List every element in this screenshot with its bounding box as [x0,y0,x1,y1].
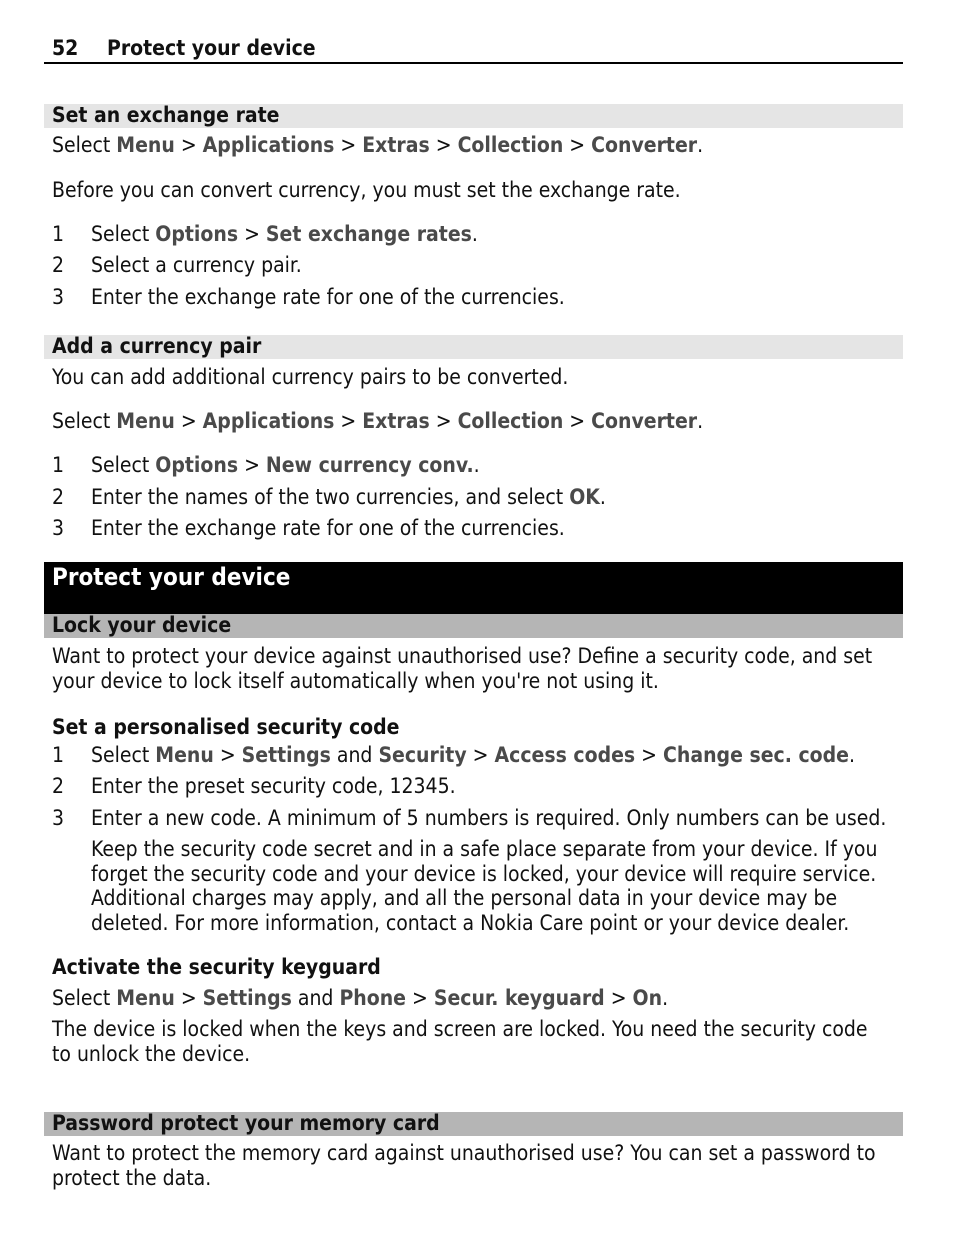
path-end: . [697,133,704,157]
path-sep: > [429,133,458,157]
path-converter: Converter [591,133,698,157]
path-sep: > [604,986,633,1010]
path-end: . [697,409,704,433]
path-security: Security [378,743,467,767]
step-select-change-code [91,742,855,768]
option-set-exchange-rates: Set exchange rates [265,222,472,246]
menu-path-keyguard [52,985,668,1011]
security-note-line: deleted. For more information, contact a Nokia Care point or your device dealer. [91,911,850,935]
path-access-codes: Access codes [494,743,636,767]
step-number: 1 [52,743,65,767]
path-extras: Extras [362,133,430,157]
security-note-line: Additional charges may apply, and all the personal data in your device may be [91,886,838,910]
path-sep: > [429,409,458,433]
menu-path-converter [52,408,703,434]
path-sep: > [213,743,242,767]
path-sep: > [563,133,592,157]
path-sep: > [334,133,363,157]
path-settings: Settings [241,743,331,767]
section-title: Protect your device [52,563,291,591]
running-header-title: Protect your device [107,36,316,60]
page-number: 52 [52,36,79,60]
step-enter-rate: Enter the exchange rate for one of the currencies. [91,285,565,309]
step-select-pair: Select a currency pair. [91,253,302,277]
path-applications: Applications [202,133,335,157]
path-sep: > [406,986,434,1010]
path-sep: > [174,986,203,1010]
option-new-currency-conv: New currency conv. [265,453,474,477]
exchange-rate-intro: Before you can convert currency, you must set the exchange rate. [52,178,681,202]
path-collection: Collection [457,133,564,157]
heading-memory-card: Password protect your memory card [52,1111,440,1135]
lock-intro-line: Want to protect your device against unauthorised use? Define a security code, and set [52,644,873,668]
step-text: Select [91,743,156,767]
locked-info-line: The device is locked when the keys and screen are locked. You need the security code [52,1017,868,1041]
option-ok: OK [569,485,600,509]
option-options: Options [155,453,239,477]
step-number: 1 [52,222,65,246]
step-end: . [473,453,480,477]
security-note-line: forget the security code and your device is locked, your device will require service. [91,862,877,886]
step-number: 2 [52,253,65,277]
heading-add-currency-pair: Add a currency pair [52,334,262,358]
path-sep: > [238,453,266,477]
step-text: Select [91,222,156,246]
path-secur-keyguard: Secur. keyguard [433,986,605,1010]
lock-intro-line: your device to lock itself automatically when you're not using it. [52,669,659,693]
step-select-new-currency [91,452,480,478]
path-sep: > [466,743,495,767]
path-sep: > [635,743,664,767]
step-end: . [849,743,855,767]
path-sep: > [563,409,592,433]
step-enter-names [91,484,606,510]
step-number: 2 [52,485,65,509]
step-text: Enter the names of the two currencies, and select [91,485,570,509]
path-menu: Menu [116,409,175,433]
path-text: and [291,986,340,1010]
subheading-keyguard: Activate the security keyguard [52,955,381,979]
path-sep: > [334,409,363,433]
path-phone: Phone [339,986,406,1010]
step-number: 2 [52,774,65,798]
path-menu: Menu [155,743,214,767]
path-sep: > [174,409,203,433]
path-change-sec-code: Change sec. code [663,743,849,767]
step-number: 3 [52,516,65,540]
path-menu: Menu [116,133,175,157]
step-number: 1 [52,453,65,477]
path-on: On [632,986,663,1010]
step-number: 3 [52,806,65,830]
path-text: Select [52,409,117,433]
path-settings: Settings [202,986,292,1010]
memory-card-intro-line: Want to protect the memory card against unauthorised use? You can set a password to [52,1141,876,1165]
locked-info-line: to unlock the device. [52,1042,251,1066]
heading-set-exchange-rate: Set an exchange rate [52,103,280,127]
option-options: Options [155,222,239,246]
path-applications: Applications [202,409,335,433]
menu-path-converter [52,132,703,158]
security-note-line: Keep the security code secret and in a safe place separate from your device. If you [91,837,878,861]
path-sep: > [238,222,266,246]
step-text: Select [91,453,156,477]
step-end: . [599,485,606,509]
step-end: . [471,222,478,246]
path-end: . [662,986,669,1010]
path-extras: Extras [362,409,430,433]
step-enter-rate: Enter the exchange rate for one of the currencies. [91,516,565,540]
currency-pair-intro: You can add additional currency pairs to be converted. [52,365,569,389]
path-text: Select [52,986,117,1010]
path-collection: Collection [457,409,564,433]
header-rule [44,62,903,64]
subheading-security-code: Set a personalised security code [52,715,400,739]
step-enter-new-code: Enter a new code. A minimum of 5 numbers is required. Only numbers can be used. [91,806,887,830]
path-menu: Menu [116,986,175,1010]
path-converter: Converter [591,409,698,433]
step-enter-preset: Enter the preset security code, 12345. [91,774,456,798]
path-sep: > [174,133,203,157]
step-number: 3 [52,285,65,309]
step-select-exchange-rates [91,221,478,247]
step-text: and [330,743,379,767]
path-text: Select [52,133,117,157]
heading-lock-device: Lock your device [52,613,232,637]
memory-card-intro-line: protect the data. [52,1166,212,1190]
